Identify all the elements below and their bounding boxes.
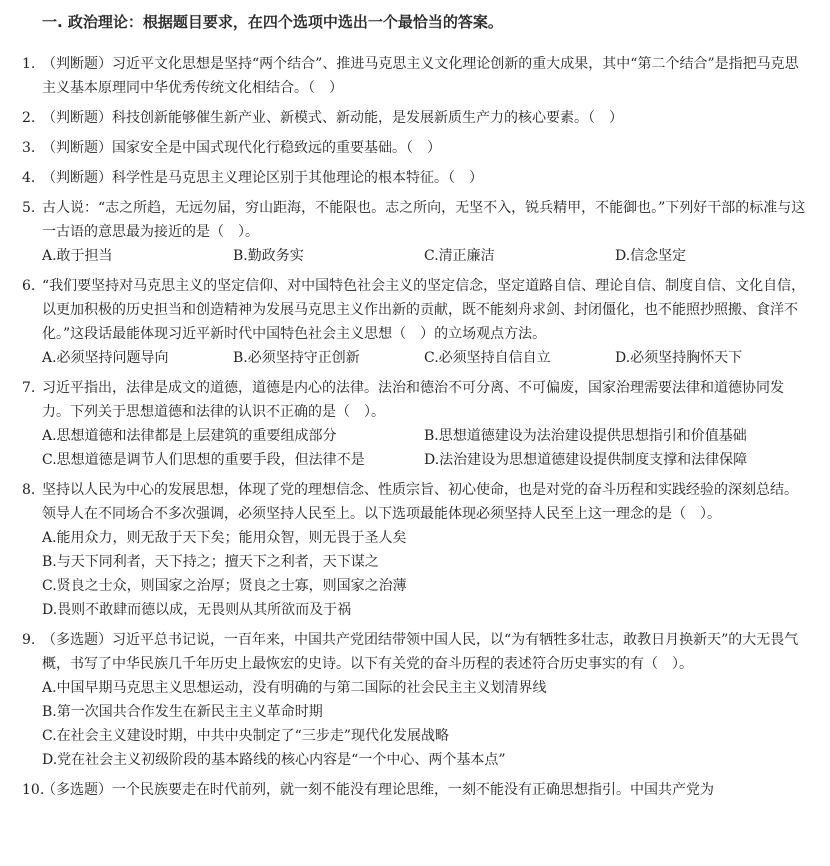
- question-number: 6.: [22, 278, 36, 294]
- question-number: 5.: [22, 200, 36, 216]
- option-d[interactable]: D.信念坚定: [615, 248, 687, 264]
- question-3: [22, 136, 810, 160]
- option-b[interactable]: B.勤政务实: [233, 248, 304, 264]
- question-number: 10.: [22, 782, 45, 798]
- option-b[interactable]: B.与天下同利者，天下持之；擅天下之利者，天下谋之: [42, 554, 379, 570]
- option-c[interactable]: C.必须坚持自信自立: [424, 350, 551, 366]
- question-stem: （判断题）科学性是马克思主义理论区别于其他理论的根本特征。（ ）: [42, 170, 483, 186]
- option-b[interactable]: B.思想道德建设为法治建设提供思想指引和价值基础: [424, 428, 747, 444]
- question-stem: “我们要坚持对马克思主义的坚定信仰、对中国特色社会主义的坚定信念，坚定道路自信、理论自信、制度自信、文化自信，以更加积极的历史担当和创造精神为发展马克思主义作出新的贡献，既不能刻舟求剑、封闭僵化，也不能照抄照搬、食洋不化。”这段话最能体现习近平新时代中国特色社会主义思想（ ）的立场观点方法。: [42, 278, 806, 342]
- option-a[interactable]: A.中国早期马克思主义思想运动，没有明确的与第二国际的社会民主主义划清界线: [42, 680, 547, 696]
- option-b[interactable]: B.必须坚持守正创新: [233, 350, 360, 366]
- option-d[interactable]: D.法治建设为思想道德建设提供制度支撑和法律保障: [424, 452, 748, 468]
- question-9: [22, 628, 810, 772]
- section-title: 一. 政治理论：根据题目要求，在四个选项中选出一个最恰当的答案。: [42, 13, 503, 31]
- option-a[interactable]: A.敢于担当: [42, 248, 113, 264]
- option-c[interactable]: C.贤良之士众，则国家之治厚；贤良之士寡，则国家之治薄: [42, 578, 407, 594]
- question-10: [22, 778, 810, 802]
- question-stem: （判断题）国家安全是中国式现代化行稳致远的重要基础。（ ）: [42, 140, 441, 156]
- question-4: [22, 166, 810, 190]
- question-number: 3.: [22, 140, 36, 156]
- question-2: [22, 106, 810, 130]
- option-d[interactable]: D.必须坚持胸怀天下: [615, 350, 743, 366]
- question-list: [0, 52, 830, 802]
- question-stem: （判断题）习近平文化思想是坚持“两个结合”、推进马克思主义文化理论创新的重大成果，其中“第二个结合”是指把马克思主义基本原理同中华优秀传统文化相结合。（ ）: [42, 56, 799, 96]
- option-c[interactable]: C.思想道德是调节人们思想的重要手段，但法律不是: [42, 452, 365, 468]
- question-number: 8.: [22, 482, 36, 498]
- option-d[interactable]: D.畏则不敢肆而德以成，无畏则从其所欲而及于祸: [42, 602, 352, 618]
- question-number: 4.: [22, 170, 36, 186]
- question-5: [22, 196, 810, 268]
- question-number: 2.: [22, 110, 36, 126]
- question-number: 7.: [22, 380, 36, 396]
- option-b[interactable]: B.第一次国共合作发生在新民主主义革命时期: [42, 704, 323, 720]
- question-stem: 习近平指出，法律是成文的道德，道德是内心的法律。法治和德治不可分离、不可偏废，国家治理需要法律和道德协同发力。下列关于思想道德和法律的认识不正确的是（ ）。: [42, 380, 784, 420]
- question-stem: （多选题）习近平总书记说，一百年来，中国共产党团结带领中国人民，以“为有牺牲多壮志，敢教日月换新天”的大无畏气概，书写了中华民族几千年历史上最恢宏的史诗。以下有关党的奋斗历程的表述符合历史事实的有（ ）。: [42, 632, 799, 672]
- option-a[interactable]: A.必须坚持问题导向: [42, 350, 169, 366]
- question-6: [22, 274, 810, 370]
- option-d[interactable]: D.党在社会主义初级阶段的基本路线的核心内容是“一个中心、两个基本点”: [42, 752, 506, 768]
- question-8: [22, 478, 810, 622]
- question-stem: （多选题）一个民族要走在时代前列，就一刻不能没有理论思维，一刻不能没有正确思想指引。中国共产党为: [42, 782, 714, 798]
- option-a[interactable]: A.思想道德和法律都是上层建筑的重要组成部分: [42, 428, 337, 444]
- question-stem: 坚持以人民为中心的发展思想，体现了党的理想信念、性质宗旨、初心使命，也是对党的奋斗历程和实践经验的深刻总结。领导人在不同场合不多次强调，必须坚持人民至上。以下选项最能体现必须坚持人民至上这一理念的是（ ）。: [42, 482, 798, 522]
- option-c[interactable]: C.在社会主义建设时期，中共中央制定了“三步走”现代化发展战略: [42, 728, 449, 744]
- question-stem: （判断题）科技创新能够催生新产业、新模式、新动能，是发展新质生产力的核心要素。（ ）: [42, 110, 623, 126]
- question-number: 1.: [22, 56, 36, 72]
- option-a[interactable]: A.能用众力，则无敌于天下矣；能用众智，则无畏于圣人矣: [42, 530, 407, 546]
- option-c[interactable]: C.清正廉洁: [424, 248, 495, 264]
- question-number: 9.: [22, 632, 36, 648]
- question-7: [22, 376, 810, 472]
- question-1: [22, 52, 810, 100]
- question-stem: 古人说：“志之所趋，无远勿届，穷山距海，不能限也。志之所向，无坚不入，锐兵精甲，不能御也。”下列好干部的标准与这一古语的意思最为接近的是（ ）。: [42, 200, 806, 240]
